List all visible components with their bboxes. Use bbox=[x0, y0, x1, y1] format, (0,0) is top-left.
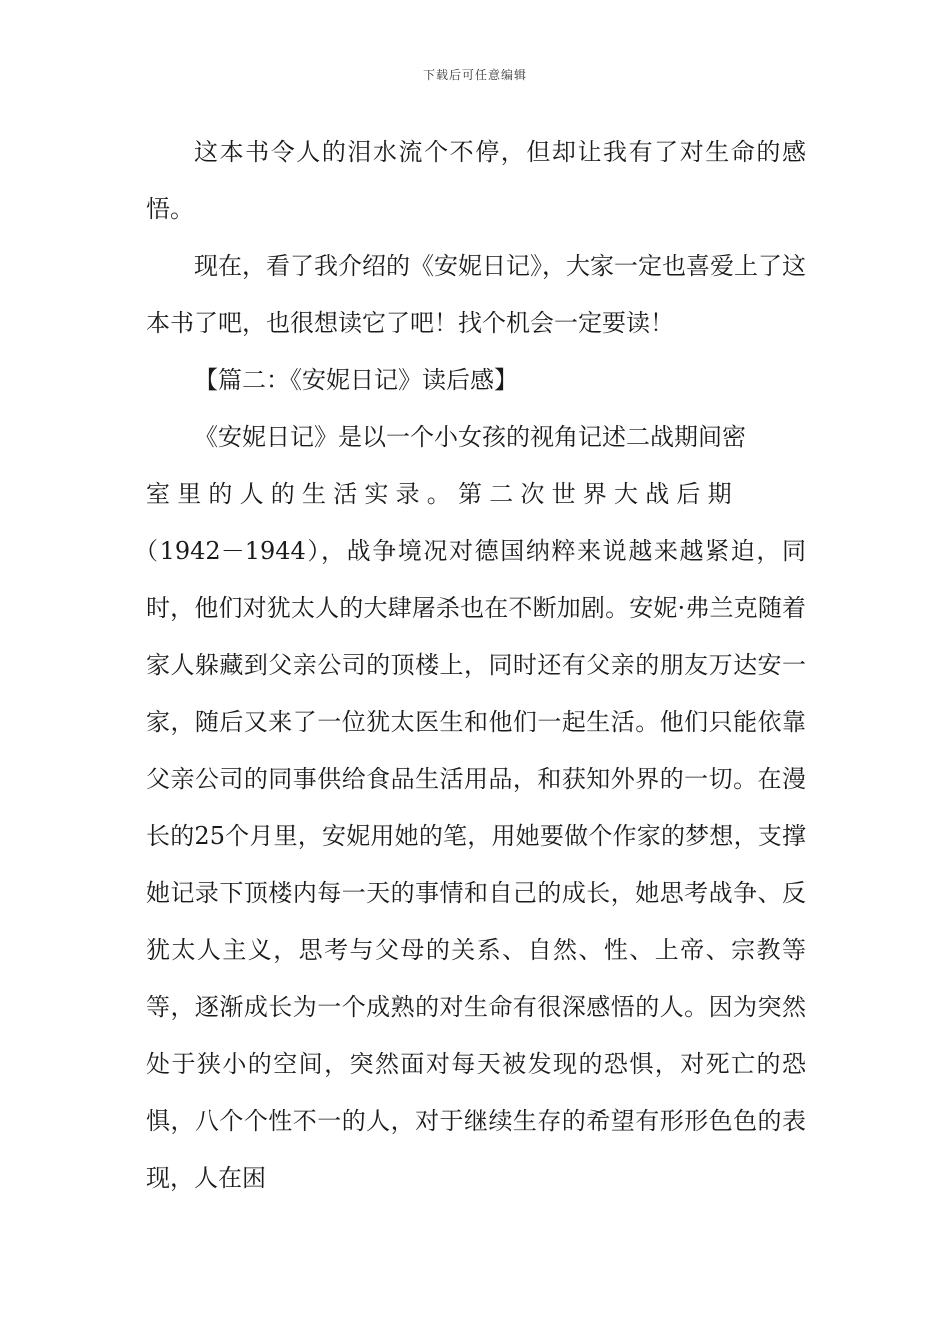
paragraph-4-line-1: 《安妮日记》是以一个小女孩的视角记述二战期间密 bbox=[194, 423, 746, 451]
paragraph-4-line-2: 室里的人的生活实录。第二次世界大战后期 bbox=[146, 480, 739, 508]
document-body bbox=[134, 124, 806, 1207]
paragraph-2: 现在，看了我介绍的《安妮日记》，大家一定也喜爱上了这本书了吧，也很想读它了吧！找个机会一定要读！ bbox=[146, 252, 806, 337]
page-header: 下载后可任意编辑 bbox=[422, 68, 527, 82]
paragraph-4-rest: （1942－1944），战争境况对德国纳粹来说越来越紧迫，同时，他们对犹太人的大肆屠杀也在不断加剧。安妮·弗兰克随着家人躲藏到父亲公司的顶楼上，同时还有父亲的朋友万达安一家，随后又来了一位犹太医生和他们一起生活。他们只能依靠父亲公司的同事供给食品生活用品，和获知外界的一切。在漫长的25个月里，安妮用她的笔，用她要做个作家的梦想，支撑她记录下顶楼内每一天的事情和自己的成长，她思考战争、反犹太人主义，思考与父母的关系、自然、性、上帝、宗教等等，逐渐成长为一个成熟的对生命有很深感悟的人。因为突然处于狭小的空间，突然面对每天被发现的恐惧，对死亡的恐惧，八个个性不一的人，对于继续生存的希望有形形色色的表现，人在困 bbox=[134, 537, 806, 1192]
section-heading: 【篇二：《安妮日记》读后感】 bbox=[194, 366, 518, 394]
paragraph-4 bbox=[134, 409, 806, 1207]
paragraph-1: 这本书令人的泪水流个不停，但却让我有了对生命的感悟。 bbox=[146, 138, 806, 223]
